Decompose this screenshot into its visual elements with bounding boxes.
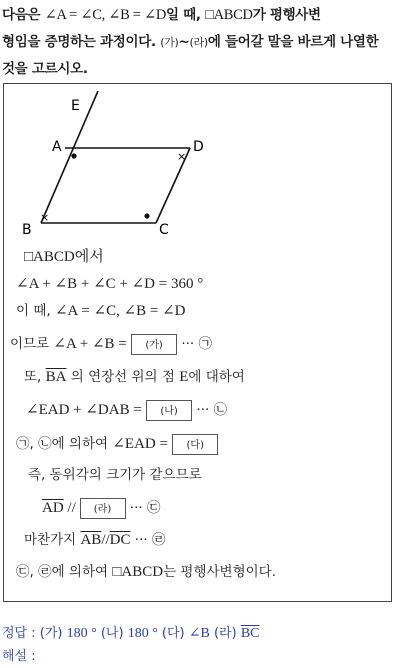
- question-text-part: 가 평행사변: [252, 7, 321, 23]
- point-label-e: E: [71, 98, 80, 114]
- answer-da-label: (다): [157, 626, 189, 641]
- proof-row-2: [16, 271, 203, 297]
- angle-sum-expression: ∠EAD + ∠DAB =: [26, 402, 142, 418]
- equation-marker: ··· ㉣: [130, 532, 166, 548]
- proof-row-3: [16, 298, 186, 324]
- answer-ga-label: (가): [39, 626, 67, 641]
- tilde: ~: [178, 34, 190, 50]
- question-line-1: [2, 2, 398, 29]
- question-text-part: 일 때,: [166, 7, 206, 23]
- proof-text: 이므로: [10, 336, 54, 352]
- answer-ra-label: (라): [209, 626, 241, 641]
- proof-text: □ABCD에서: [24, 249, 104, 265]
- question-text-part: 에 들어갈 말을 바르게 나열한: [207, 34, 379, 50]
- proof-row-8: [28, 462, 202, 488]
- segment-ad: $\overline{AD}$: [42, 500, 64, 516]
- answer-label: 정답 :: [2, 626, 40, 641]
- blank-da: (다): [172, 434, 218, 455]
- blank-ra: (라): [80, 498, 126, 519]
- angle-equality: ∠A = ∠C, ∠B = ∠D: [54, 303, 186, 319]
- segment-ab: $\overline{AB}$: [80, 532, 102, 548]
- proof-row-4: [10, 331, 212, 357]
- explanation-label: 해설 :: [2, 649, 36, 664]
- angle-sum-expression: ∠A + ∠B =: [53, 336, 127, 352]
- angle-mark-b: ×: [40, 211, 50, 224]
- answer-ra-value: $\overline{BC}$: [240, 626, 260, 641]
- equation-marker: ··· ㉢: [125, 500, 161, 516]
- answer-line: [2, 623, 260, 645]
- answer-na-label: (나): [96, 626, 128, 641]
- question-math: □ABCD: [205, 7, 253, 23]
- blank-na: (나): [146, 400, 192, 421]
- answer-ga-value: 180 °: [66, 626, 97, 641]
- question-line-3: 것을 고르시오.: [2, 61, 88, 77]
- angle-sum-equation: ∠A + ∠B + ∠C + ∠D = 360 °: [16, 276, 204, 292]
- proof-text: 또,: [24, 369, 46, 385]
- angle-dot-a: [71, 153, 76, 158]
- quadrilateral-name: □ABCD: [112, 564, 164, 580]
- proof-row-11: [16, 559, 276, 585]
- blank-ref-ga: (가): [160, 36, 179, 49]
- proof-row-7: [16, 431, 218, 457]
- proof-row-6: [26, 397, 227, 423]
- equation-marker: ··· ㉡: [192, 402, 228, 418]
- angle-expression: ∠EAD =: [112, 436, 168, 452]
- question-text-part: 형임을 증명하는 과정이다.: [2, 34, 161, 50]
- answer-da-value: ∠B: [188, 626, 210, 641]
- question-text-part: 다음은: [2, 7, 45, 23]
- proof-text: 즉, 동위각의 크기가 같으므로: [28, 467, 202, 483]
- proof-box: [3, 83, 392, 602]
- equation-marker: ··· ㉠: [177, 336, 213, 352]
- point-label-b: B: [22, 222, 32, 238]
- question-math: ∠A = ∠C, ∠B = ∠D: [44, 7, 167, 23]
- blank-ref-ra: (라): [189, 36, 208, 49]
- proof-text: 이 때,: [16, 303, 55, 319]
- point-label-d: D: [193, 139, 204, 155]
- question-line-2: [2, 29, 398, 56]
- proof-text: ㉢, ㉣에 의하여: [16, 564, 113, 580]
- question-text: [2, 2, 398, 83]
- proof-text: 는 평행사변형이다.: [163, 564, 277, 580]
- angle-mark-d: ×: [177, 150, 187, 163]
- segment-dc: $\overline{DC}$: [109, 532, 131, 548]
- proof-row-5: [24, 364, 245, 390]
- proof-text: 의 연장선 위의 점: [66, 369, 180, 385]
- parallel-symbol: //: [101, 532, 110, 548]
- proof-text: 마찬가지: [24, 532, 81, 548]
- proof-row-10: [24, 527, 165, 553]
- proof-row-9: [42, 495, 160, 521]
- point-e: E: [179, 369, 189, 385]
- segment-ba: $\overline{BA}$: [45, 369, 67, 385]
- parallel-symbol: //: [63, 500, 80, 516]
- point-label-c: C: [159, 222, 169, 238]
- proof-text: ㉠, ㉡에 의하여: [16, 436, 113, 452]
- blank-ga: (가): [131, 334, 177, 355]
- line-extension-ae: [41, 91, 98, 223]
- proof-row-1: [24, 244, 104, 270]
- angle-dot-c: [144, 213, 149, 218]
- answer-na-value: 180 °: [127, 626, 158, 641]
- proof-text: 에 대하여: [188, 369, 245, 385]
- point-label-a: A: [52, 139, 62, 155]
- parallelogram-diagram: [4, 84, 393, 244]
